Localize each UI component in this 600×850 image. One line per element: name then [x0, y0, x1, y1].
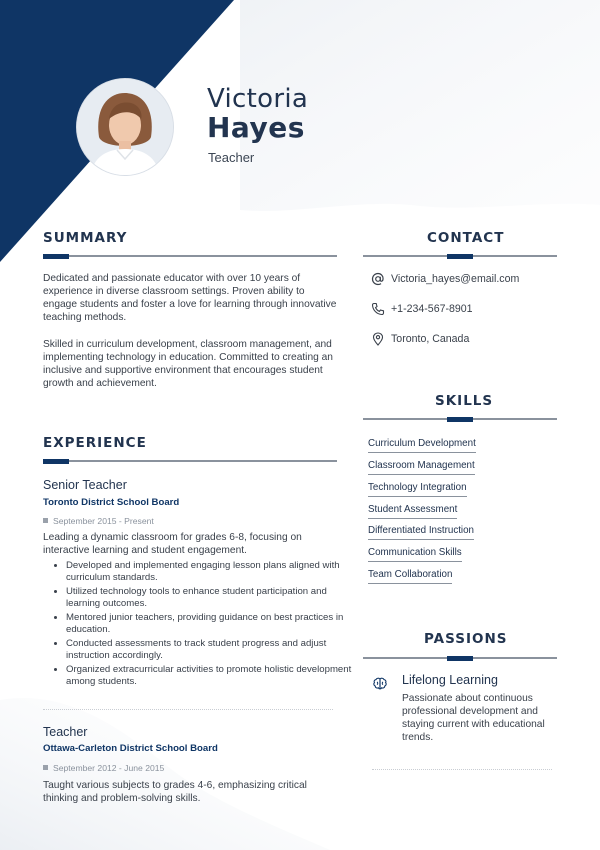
skills-heading: SKILLS: [435, 393, 494, 409]
skill-item: Communication Skills: [368, 547, 462, 562]
job-organization: Ottawa-Carleton District School Board: [43, 743, 218, 754]
profile-photo: [77, 79, 173, 175]
contact-heading: CONTACT: [427, 230, 505, 246]
phone-icon: [371, 302, 385, 316]
passion-title: Lifelong Learning: [402, 673, 498, 687]
contact-phone: [371, 302, 473, 316]
summary-heading: SUMMARY: [43, 230, 128, 246]
passions-heading: PASSIONS: [424, 631, 508, 647]
list-item: • Mentored junior teachers, providing guidance on best practices in education.: [66, 612, 352, 635]
skills-accent: [447, 417, 473, 422]
skill-item: Team Collaboration: [368, 569, 452, 584]
date-marker-icon: [43, 518, 48, 523]
passions-accent: [447, 656, 473, 661]
experience-divider: [43, 460, 337, 462]
skill-item: Classroom Management: [368, 460, 475, 475]
job-dates-text: September 2015 - Present: [53, 516, 154, 526]
job-achievements: [52, 560, 352, 690]
summary-paragraph-2: Skilled in curriculum development, classroom management, and implementing technology in education. Committed to creating an inclusive and supportive environment that encourages student growth and achievement.: [43, 339, 333, 389]
skill-item: Student Assessment: [368, 504, 457, 519]
job-dates: [43, 763, 164, 773]
list-item: • Organized extracurricular activities to promote holistic development among students.: [66, 664, 352, 687]
summary-divider: [43, 255, 337, 257]
job-dates-text: September 2012 - June 2015: [53, 763, 165, 773]
job-organization: Toronto District School Board: [43, 497, 180, 508]
last-name: Hayes: [207, 111, 305, 144]
job-separator: [43, 709, 333, 710]
brain-icon: [372, 676, 388, 692]
skill-item: Technology Integration: [368, 482, 467, 497]
date-marker-icon: [43, 765, 48, 770]
experience-accent: [43, 459, 69, 464]
passion-description: Passionate about continuous professional development and staying current with educational trends.: [402, 693, 545, 743]
location-pin-icon: [371, 332, 385, 346]
job-dates: [43, 516, 154, 526]
summary-accent: [43, 254, 69, 259]
list-item: • Utilized technology tools to enhance student participation and learning outcomes.: [66, 586, 352, 609]
job-role: Teacher: [208, 150, 255, 165]
email-text[interactable]: Victoria_hayes@email.com: [391, 273, 520, 285]
job-description: Taught various subjects to grades 4-6, emphasizing critical thinking and problem-solving skills.: [43, 780, 307, 804]
skill-item: Differentiated Instruction: [368, 525, 474, 540]
phone-text[interactable]: +1-234-567-8901: [391, 303, 473, 315]
passion-separator: [372, 769, 552, 770]
summary-paragraph-1: Dedicated and passionate educator with over 10 years of experience in diverse classroom settings. Proven ability to engage students and foster a love for learning through innovative teaching methods.: [43, 273, 337, 323]
job-description: Leading a dynamic classroom for grades 6-8, focusing on interactive learning and student engagement.: [43, 532, 302, 556]
skill-item: Curriculum Development: [368, 438, 476, 453]
contact-location: [371, 332, 469, 346]
job-title: Teacher: [43, 725, 88, 739]
contact-email: [371, 272, 519, 286]
contact-accent: [447, 254, 473, 259]
job-title: Senior Teacher: [43, 478, 127, 492]
avatar: [77, 79, 173, 175]
at-sign-icon: [371, 272, 385, 286]
list-item: • Conducted assessments to track student progress and adjust instruction accordingly.: [66, 638, 352, 661]
bottom-watercolor-wash: [0, 698, 330, 850]
list-item: • Developed and implemented engaging lesson plans aligned with curriculum standards.: [66, 560, 352, 583]
experience-heading: EXPERIENCE: [43, 435, 147, 451]
location-text: Toronto, Canada: [391, 333, 470, 345]
first-name: Victoria: [207, 84, 309, 114]
